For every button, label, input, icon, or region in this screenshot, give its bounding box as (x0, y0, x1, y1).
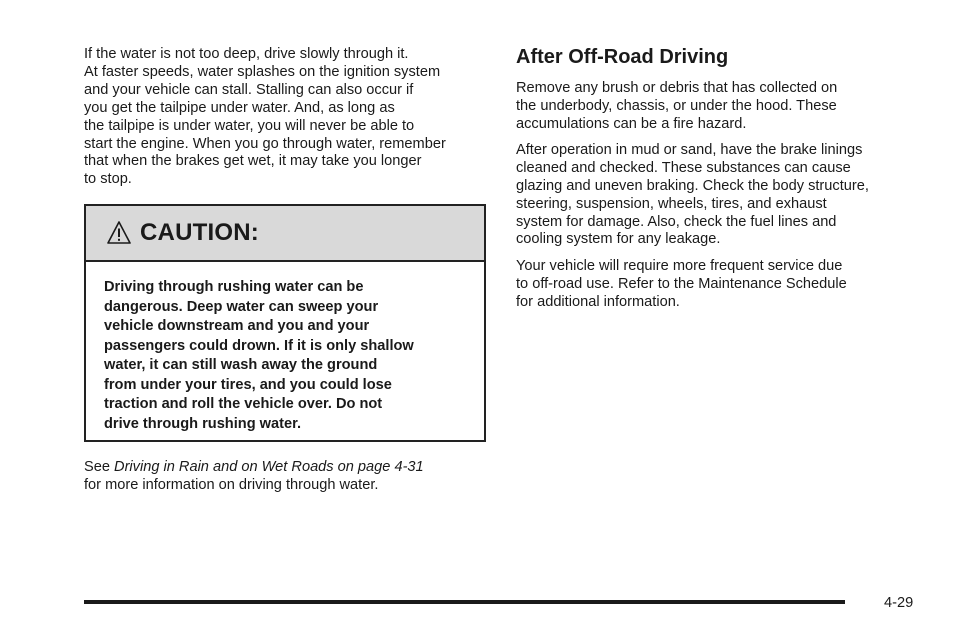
cross-reference-link[interactable]: Driving in Rain and on Wet Roads on page 4-31 (114, 459, 424, 475)
warning-triangle-icon (106, 220, 132, 246)
see-line (84, 458, 424, 476)
caution-line: Driving through rushing water can be (104, 279, 364, 295)
caution-line: vehicle downstream and you and your (104, 318, 370, 334)
text-line: glazing and uneven braking. Check the body structure, (516, 177, 869, 194)
page-number: 4-29 (884, 595, 914, 611)
caution-line: passengers could drown. If it is only shallow (104, 337, 414, 354)
text-line: At faster speeds, water splashes on the ignition system (84, 63, 441, 80)
see-also-reference (84, 458, 424, 494)
caution-line: traction and roll the vehicle over. Do not (104, 396, 383, 412)
caution-line: from under your tires, and you could lose (104, 376, 392, 393)
text-line: Remove any brush or debris that has collected on (516, 80, 838, 96)
text-line: the tailpipe is under water, you will never be able to (84, 117, 415, 134)
text-line: you get the tailpipe under water. And, as long as (84, 99, 395, 116)
text-line: that when the brakes get wet, it may take you longer (84, 153, 422, 170)
text-line: accumulations can be a fire hazard. (516, 115, 747, 132)
caution-body (86, 262, 484, 434)
text-line: cleaned and checked. These substances can cause (516, 160, 851, 177)
text-line: If the water is not too deep, drive slowly through it. (84, 46, 409, 62)
see-line-2: for more information on driving through water. (84, 477, 379, 493)
text-line: start the engine. When you go through water, remember (84, 135, 446, 152)
text-line: and your vehicle can stall. Stalling can also occur if (84, 81, 414, 98)
text-line: to off-road use. Refer to the Maintenance Schedule (516, 275, 847, 292)
text-line: steering, suspension, wheels, tires, and exhaust (516, 195, 827, 212)
text-line: to stop. (84, 171, 132, 188)
caution-title: CAUTION: (140, 219, 259, 246)
left-column-intro (84, 46, 488, 189)
paragraph (516, 142, 916, 249)
caution-box (84, 204, 486, 442)
section-heading: After Off-Road Driving (516, 46, 729, 68)
caution-header (86, 206, 484, 262)
text-line: the underbody, chassis, or under the hood. These (516, 97, 837, 114)
text-line: system for damage. Also, check the fuel lines and (516, 213, 837, 230)
text-line: cooling system for any leakage. (516, 231, 721, 248)
paragraph (516, 80, 916, 133)
paragraph (516, 258, 916, 311)
footer-rule (84, 600, 845, 604)
text-line: for additional information. (516, 293, 680, 310)
right-column (516, 44, 916, 321)
caution-line: drive through rushing water. (104, 415, 302, 432)
see-prefix: See (84, 459, 115, 475)
caution-line: dangerous. Deep water can sweep your (104, 298, 379, 315)
caution-line: water, it can still wash away the ground (104, 357, 378, 373)
text-line: After operation in mud or sand, have the brake linings (516, 142, 863, 159)
text-line: Your vehicle will require more frequent service due (516, 258, 843, 275)
